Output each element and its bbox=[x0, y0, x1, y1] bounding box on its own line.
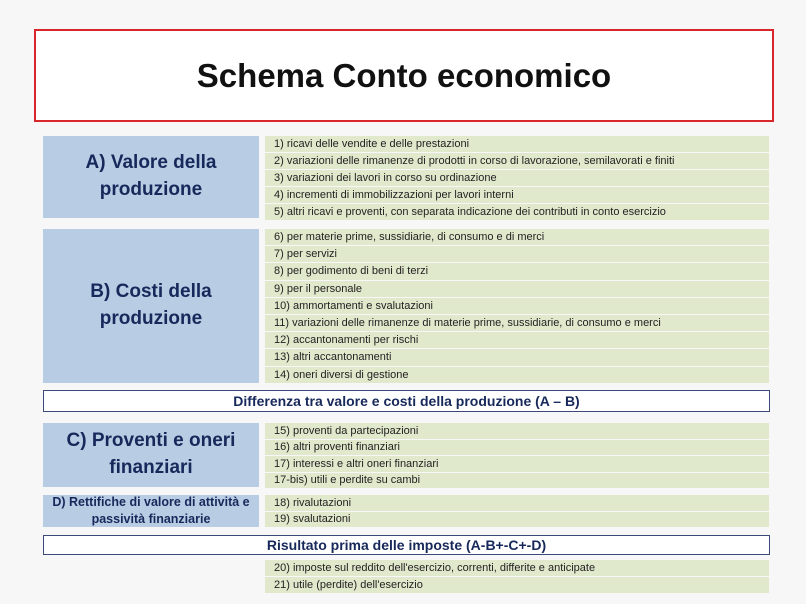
list-item: 4) incrementi di immobilizzazioni per lavori interni bbox=[265, 187, 769, 203]
list-item: 11) variazioni delle rimanenze di materie prime, sussidiarie, di consumo e merci bbox=[265, 315, 769, 331]
section-a-label: A) Valore della produzione bbox=[43, 136, 259, 218]
section-d-items bbox=[265, 495, 769, 527]
title-box bbox=[34, 29, 774, 122]
section-a-items bbox=[265, 136, 769, 220]
section-c-items bbox=[265, 423, 769, 488]
section-d-label: D) Rettifiche di valore di attività e passività finanziarie bbox=[43, 495, 259, 527]
list-item: 16) altri proventi finanziari bbox=[265, 440, 769, 456]
list-item: 1) ricavi delle vendite e delle prestazioni bbox=[265, 136, 769, 152]
result-bar: Risultato prima delle imposte (A-B+-C+-D) bbox=[43, 535, 770, 555]
list-item: 2) variazioni delle rimanenze di prodotti in corso di lavorazione, semilavorati e finiti bbox=[265, 153, 769, 169]
section-b-items bbox=[265, 229, 769, 383]
list-item: 21) utile (perdite) dell'esercizio bbox=[265, 577, 769, 593]
list-item: 14) oneri diversi di gestione bbox=[265, 367, 769, 383]
final-items bbox=[265, 560, 769, 593]
list-item: 18) rivalutazioni bbox=[265, 495, 769, 511]
list-item: 17-bis) utili e perdite su cambi bbox=[265, 473, 769, 489]
list-item: 17) interessi e altri oneri finanziari bbox=[265, 456, 769, 472]
section-b-label: B) Costi della produzione bbox=[43, 229, 259, 383]
list-item: 15) proventi da partecipazioni bbox=[265, 423, 769, 439]
list-item: 19) svalutazioni bbox=[265, 512, 769, 528]
list-item: 13) altri accantonamenti bbox=[265, 349, 769, 365]
list-item: 3) variazioni dei lavori in corso su ordinazione bbox=[265, 170, 769, 186]
list-item: 5) altri ricavi e proventi, con separata indicazione dei contributi in conto esercizio bbox=[265, 204, 769, 220]
list-item: 8) per godimento di beni di terzi bbox=[265, 263, 769, 279]
page-title: Schema Conto economico bbox=[196, 56, 612, 94]
list-item: 7) per servizi bbox=[265, 246, 769, 262]
list-item: 9) per il personale bbox=[265, 281, 769, 297]
section-c-label: C) Proventi e oneri finanziari bbox=[43, 423, 259, 487]
list-item: 6) per materie prime, sussidiarie, di consumo e di merci bbox=[265, 229, 769, 245]
list-item: 12) accantonamenti per rischi bbox=[265, 332, 769, 348]
list-item: 20) imposte sul reddito dell'esercizio, correnti, differite e anticipate bbox=[265, 560, 769, 576]
list-item: 10) ammortamenti e svalutazioni bbox=[265, 298, 769, 314]
difference-bar: Differenza tra valore e costi della produzione (A – B) bbox=[43, 390, 770, 412]
